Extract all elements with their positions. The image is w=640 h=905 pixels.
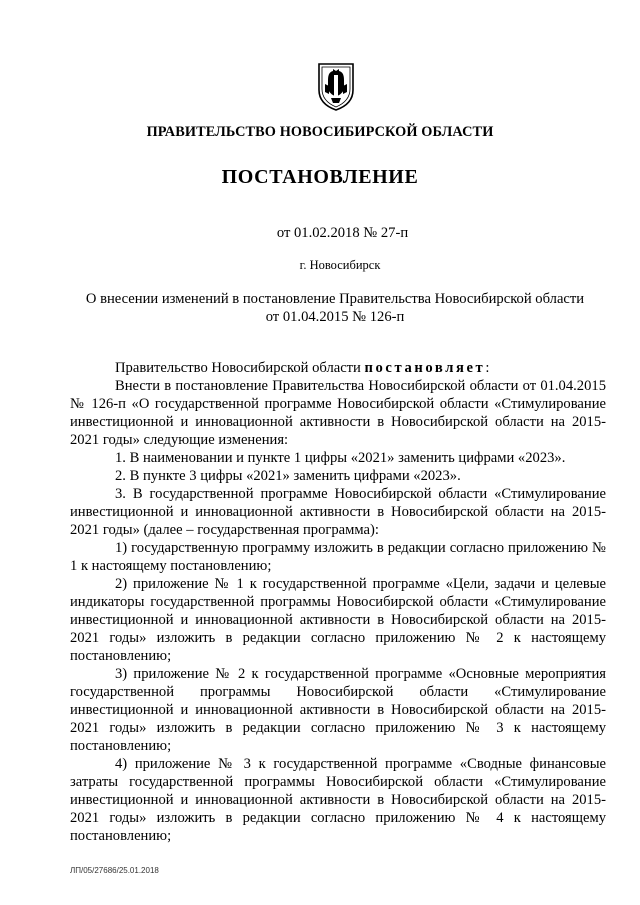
- intro-suffix: :: [485, 360, 490, 376]
- paragraph-amend: Внести в постановление Правительства Новосибирской области от 01.04.2015 № 126-п «О государственной программе Новосибирской области «Стимулирование инвестиционной и инновационной активности в Новосибирской области на 2015-2021 годы» следующие изменения:: [70, 378, 606, 448]
- document-body: [70, 359, 606, 845]
- date-and-number: от 01.02.2018 № 27-п: [276, 225, 409, 241]
- intro-prefix: Правительство Новосибирской области: [115, 360, 365, 376]
- intro-paragraph: [70, 359, 606, 377]
- sub-item-4: 4) приложение № 3 к государственной программе «Сводные финансовые затраты государственной программы Новосибирской области «Стимулирование инвестиционной и инновационной активности в Новосибирской области на 2015-2021 годы» изложить в редакции согласно приложению № 4 к настоящему постановлению;: [70, 756, 606, 844]
- resolution-keyword: постановляет: [364, 360, 486, 376]
- city: г. Новосибирск: [299, 258, 381, 272]
- document-type: ПОСТАНОВЛЕНИЕ: [221, 166, 419, 188]
- item-3: 3. В государственной программе Новосибирской области «Стимулирование инвестиционной и инновационной активности в Новосибирской области на 2015-2021 годы» (далее – государственная программа):: [70, 486, 606, 538]
- organization-name: ПРАВИТЕЛЬСТВО НОВОСИБИРСКОЙ ОБЛАСТИ: [146, 124, 494, 140]
- item-2: 2. В пункте 3 цифры «2021» заменить цифрами «2023».: [115, 468, 461, 484]
- sub-item-1: 1) государственную программу изложить в редакции согласно приложению № 1 к настоящему постановлению;: [70, 540, 606, 574]
- sub-item-2: 2) приложение № 1 к государственной программе «Цели, задачи и целевые индикаторы государственной программы Новосибирской области «Стимулирование инвестиционной и инновационной активности в Новосибирской области на 2015-2021 годы» изложить в редакции согласно приложению № 2 к настоящему постановлению;: [70, 576, 606, 664]
- document-subject: [70, 290, 600, 326]
- subject-line-2: от 01.04.2015 № 126-п: [265, 309, 405, 325]
- footer-code: ЛП/05/27686/25.01.2018: [70, 866, 159, 875]
- sub-item-3: 3) приложение № 2 к государственной программе «Основные мероприятия государственной программы Новосибирской области «Стимулирование инвестиционной и инновационной активности в Новосибирской области на 2015-2021 годы» изложить в редакции согласно приложению № 3 к настоящему постановлению;: [70, 666, 606, 754]
- subject-line-1: О внесении изменений в постановление Правительства Новосибирской области: [85, 291, 585, 307]
- item-1: 1. В наименовании и пункте 1 цифры «2021» заменить цифрами «2023».: [115, 450, 566, 466]
- coat-of-arms-icon: [316, 60, 356, 112]
